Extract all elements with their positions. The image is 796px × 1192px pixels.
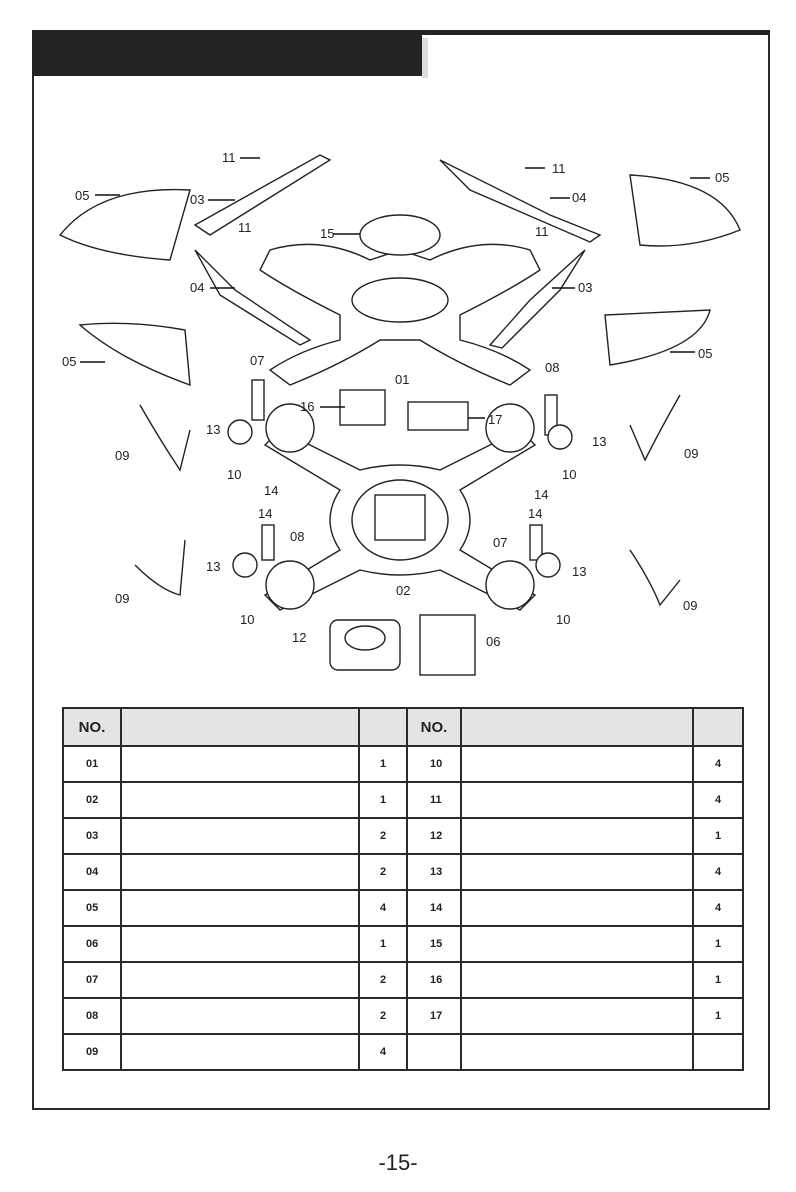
col-header-qty [693,708,743,746]
part-name [461,998,693,1034]
part-name [121,926,359,962]
callout-11: 11 [222,150,236,165]
part-qty: 2 [359,962,407,998]
part-name [121,998,359,1034]
callout-05: 05 [715,170,730,185]
part-number: 13 [407,854,461,890]
part-number: 03 [63,818,121,854]
part-name [461,962,693,998]
callout-04: 04 [190,280,205,295]
exploded-parts-diagram [40,140,756,690]
table-row [63,782,743,818]
part-qty: 2 [359,854,407,890]
part-name [121,854,359,890]
callout-08: 08 [290,529,305,544]
callout-10: 10 [556,612,571,627]
callout-04: 04 [572,190,587,205]
col-header-name [461,708,693,746]
callout-14: 14 [258,506,273,521]
table-row [63,818,743,854]
header-rule [420,30,770,35]
callout-09: 09 [115,448,130,463]
callout-11: 11 [535,224,549,239]
battery-and-camera-drawings [330,615,475,675]
part-qty: 4 [693,782,743,818]
part-number: 06 [63,926,121,962]
callout-13: 13 [206,422,221,437]
part-qty: 4 [693,746,743,782]
part-name [461,890,693,926]
table-row [63,746,743,782]
receiver-and-board-drawings [340,390,468,430]
part-number: 10 [407,746,461,782]
callout-11: 11 [238,220,252,235]
callout-08: 08 [545,360,560,375]
callout-03: 03 [578,280,593,295]
part-name [121,818,359,854]
callout-10: 10 [227,467,242,482]
part-qty: 4 [359,890,407,926]
part-qty: 4 [693,890,743,926]
callout-09: 09 [115,591,130,606]
part-number: 05 [63,890,121,926]
callout-16: 16 [300,399,315,414]
part-name [461,818,693,854]
callout-02: 02 [396,583,411,598]
callout-07: 07 [250,353,265,368]
section-header-bar [32,30,422,76]
table-row [63,1034,743,1070]
part-number: 11 [407,782,461,818]
part-qty: 1 [693,962,743,998]
part-name [121,782,359,818]
part-number: 15 [407,926,461,962]
parts-list-table [62,707,744,1071]
callout-14: 14 [534,487,549,502]
table-row [63,962,743,998]
callout-03: 03 [190,192,205,207]
part-name [121,1034,359,1070]
table-header-row [63,708,743,746]
part-qty: 2 [359,998,407,1034]
part-name [461,854,693,890]
part-name [121,746,359,782]
callout-06: 06 [486,634,501,649]
part-number: 14 [407,890,461,926]
callout-13: 13 [592,434,607,449]
callout-09: 09 [684,446,699,461]
top-shell-drawing [260,215,540,385]
callout-14: 14 [264,483,279,498]
part-name [461,746,693,782]
part-name [461,1034,693,1070]
callout-10: 10 [240,612,255,627]
callout-13: 13 [572,564,587,579]
callout-13: 13 [206,559,221,574]
table-row [63,890,743,926]
col-header-qty [359,708,407,746]
callout-11: 11 [552,161,566,176]
part-name [121,890,359,926]
part-number: 07 [63,962,121,998]
part-number: 12 [407,818,461,854]
callout-01: 01 [395,372,410,387]
callout-05: 05 [62,354,77,369]
part-qty [693,1034,743,1070]
part-qty: 1 [359,746,407,782]
callout-10: 10 [562,467,577,482]
part-number: 04 [63,854,121,890]
page-number: -15- [378,1150,418,1175]
part-qty: 1 [693,926,743,962]
callout-14: 14 [528,506,543,521]
callout-15: 15 [320,226,335,241]
part-qty: 2 [359,818,407,854]
part-name [121,962,359,998]
callout-09: 09 [683,598,698,613]
callout-05: 05 [698,346,713,361]
part-qty: 1 [359,926,407,962]
callout-17: 17 [488,412,503,427]
part-qty: 1 [693,818,743,854]
part-number: 16 [407,962,461,998]
main-frame-drawing [265,404,535,610]
table-row [63,998,743,1034]
part-name [461,926,693,962]
part-number: 01 [63,746,121,782]
callout-05: 05 [75,188,90,203]
part-qty: 4 [359,1034,407,1070]
part-number: 02 [63,782,121,818]
col-header-name [121,708,359,746]
part-qty: 4 [693,854,743,890]
table-row [63,854,743,890]
part-number [407,1034,461,1070]
table-row [63,926,743,962]
part-qty: 1 [359,782,407,818]
callout-12: 12 [292,630,307,645]
part-qty: 1 [693,998,743,1034]
col-header-no: NO. [63,708,121,746]
part-number: 17 [407,998,461,1034]
col-header-no: NO. [407,708,461,746]
callout-07: 07 [493,535,508,550]
part-number: 08 [63,998,121,1034]
part-name [461,782,693,818]
part-number: 09 [63,1034,121,1070]
